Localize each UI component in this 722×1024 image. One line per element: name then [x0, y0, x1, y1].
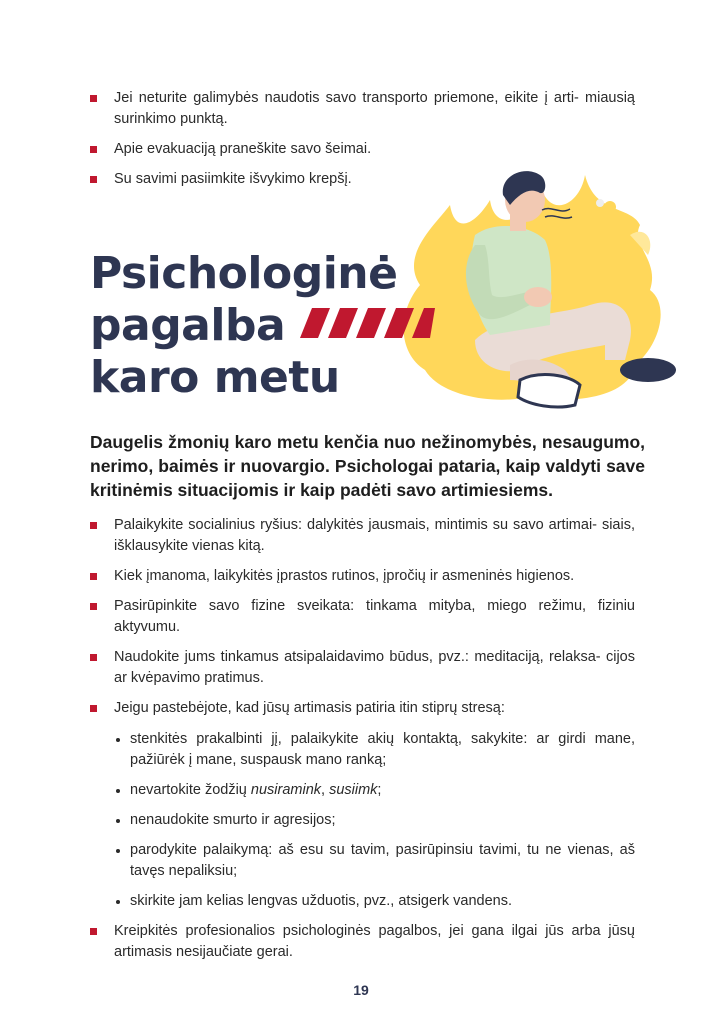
bullet-stress-text: Jeigu pastebėjote, kad jūsų artimasis patiria itin stiprų stresą: — [114, 700, 505, 716]
red-stripes-decoration — [300, 308, 435, 338]
sub-bullet-list — [114, 729, 635, 912]
title-line-1: Psichologinė — [90, 248, 398, 299]
title-line-3: karo metu — [90, 352, 340, 403]
bullet-routine: Kiek įmanoma, laikykitės įprastos rutinos, įpročių ir asmeninės higienos. — [90, 566, 635, 587]
sub-bullet-words — [114, 780, 635, 801]
sub-bullet-no-violence: nenaudokite smurto ir agresijos; — [114, 810, 635, 831]
intro-paragraph: Daugelis žmonių karo metu kenčia nuo nežinomybės, nesaugumo, nerimo, baimės ir nuovargio. Psichologai pataria, kaip valdyti save kritinėmis situacijomis ir kaip padėti savo artimiesiems. — [90, 432, 645, 500]
sub-bullet-support: parodykite palaikymą: aš esu su tavim, pasirūpinsiu tavimi, tu ne vienas, aš tavęs nepaliksiu; — [114, 840, 635, 882]
sub-bullet-words-suffix: ; — [377, 782, 382, 798]
word-susiimk: susiimk — [329, 782, 378, 798]
bullet-relaxation: Naudokite jums tinkamus atsipalaidavimo būdus, pvz.: meditaciją, relaksa- cijos ar kvėpavimo pratimus. — [90, 647, 635, 689]
title-line-2: pagalba — [90, 300, 286, 351]
page-number: 19 — [353, 982, 369, 998]
sub-bullet-talk: stenkitės prakalbinti jį, palaikykite akių kontaktą, sakykite: ar girdi mane, pažiūrėk į mane, suspausk mano ranką; — [114, 729, 635, 771]
bullet-social-ties: Palaikykite socialinius ryšius: dalykitės jausmais, mintimis su savo artimai- siais, išklausykite vienas kitą. — [90, 515, 635, 557]
stressed-person-illustration — [380, 165, 680, 420]
sub-bullet-tasks: skirkite jam kelias lengvas užduotis, pvz., atsigerk vandens. — [114, 891, 635, 912]
word-nusiramink: nusiramink — [250, 782, 322, 798]
sub-bullet-words-prefix: nevartokite žodžių — [130, 782, 251, 798]
sub-bullet-words-sep: , — [321, 782, 330, 798]
bullet-professional-help: Kreipkitės profesionalios psichologinės pagalbos, jei gana ilgai jūs arba jūsų artimasis nesijaučiate gerai. — [90, 921, 635, 963]
bullet-departure-bag: Su savimi pasiimkite išvykimo krepšį. — [90, 169, 635, 190]
bullet-transport: Jei neturite galimybės naudotis savo transporto priemone, eikite į arti- miausią surinkimo punktą. — [90, 88, 635, 130]
bullet-physical-health: Pasirūpinkite savo fizine sveikata: tinkama mityba, miego režimu, fiziniu aktyvumu. — [90, 596, 635, 638]
main-bullet-list — [90, 515, 635, 972]
bullet-stress — [90, 698, 635, 912]
bullet-notify-family: Apie evakuaciją praneškite savo šeimai. — [90, 139, 635, 160]
